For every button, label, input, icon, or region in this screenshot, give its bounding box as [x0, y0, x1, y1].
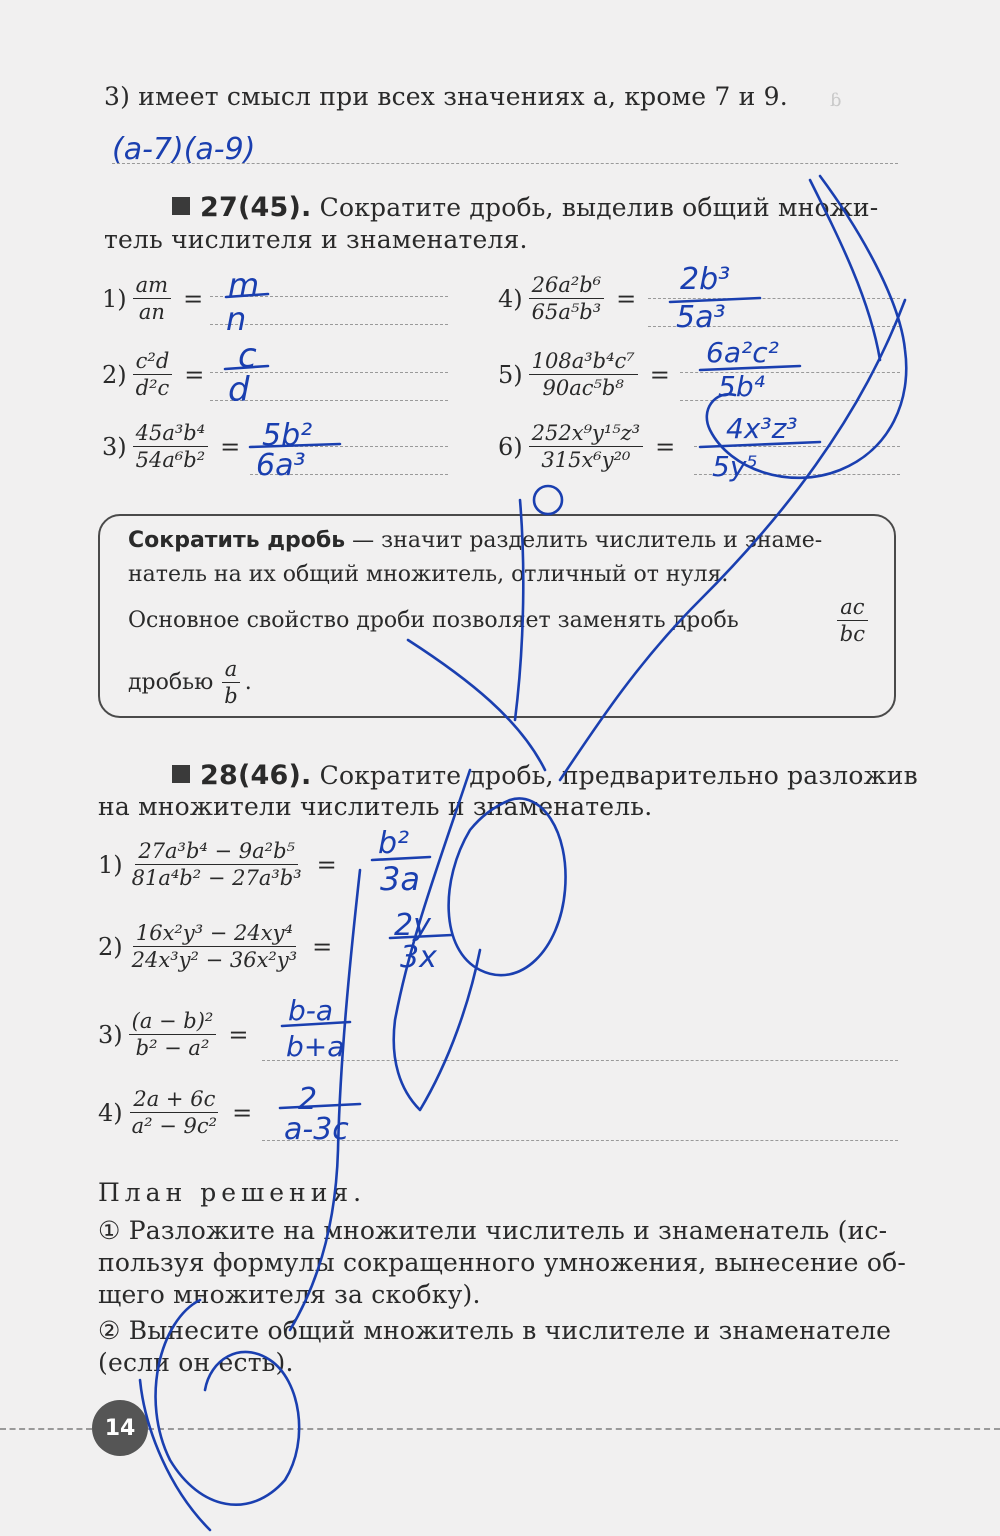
- fraction-ac-bc: [837, 594, 868, 647]
- fraction: [133, 348, 173, 401]
- numerator: ac: [837, 594, 867, 621]
- ex28-text1: Сократите дробь, предварительно разложив: [319, 761, 918, 790]
- ghost-text: ɓ: [830, 90, 842, 111]
- fraction: [529, 420, 644, 473]
- numerator: 26a²b⁶: [529, 272, 605, 299]
- square-marker-icon: [172, 197, 190, 215]
- rule-line4-end: .: [244, 670, 252, 695]
- numerator: (a − b)²: [129, 1008, 217, 1035]
- denominator: 65a⁵b³: [531, 300, 602, 324]
- ex27-item-1: [102, 272, 203, 325]
- plan-step1-line2: пользуя формулы сокращенного умножения, вынесение об-: [98, 1248, 906, 1277]
- ink-small-circle: [534, 486, 562, 514]
- answer-line: [262, 1060, 898, 1061]
- item-label: 4): [98, 1098, 123, 1127]
- hw-answer-28-1-num: b²: [378, 826, 410, 861]
- top-line: 3) имеет смысл при всех значениях a, кроме 7 и 9.: [104, 82, 788, 111]
- answer-line: [694, 446, 900, 447]
- denominator: an: [138, 300, 165, 324]
- fraction: [129, 920, 300, 973]
- item-label: 4): [498, 284, 523, 313]
- equals-sign: =: [649, 360, 670, 389]
- item-label: 1): [98, 850, 123, 879]
- item-label: 6): [498, 432, 523, 461]
- equals-sign: =: [316, 850, 337, 879]
- hw-answer-27-4-den: 5a³: [676, 300, 726, 335]
- hw-answer-28-4-den: a-3c: [284, 1112, 349, 1147]
- answer-line: [648, 298, 900, 299]
- rule-line3-text: Основное свойство дроби позволяет заменять дробь: [128, 608, 739, 633]
- footer-rule: [0, 1428, 92, 1430]
- equals-sign: =: [655, 432, 676, 461]
- denominator: 315x⁶y²⁰: [541, 448, 631, 472]
- rule-line4-text: дробью: [128, 670, 214, 695]
- item-label: 3): [98, 1020, 123, 1049]
- equals-sign: =: [228, 1020, 249, 1049]
- fraction: [133, 420, 209, 473]
- ex28-item-4: [98, 1086, 252, 1139]
- fraction: [529, 348, 638, 401]
- denominator: 54a⁶b²: [135, 448, 206, 472]
- rule-line2: натель на их общий множитель, отличный от нуля.: [128, 562, 729, 587]
- hw-answer-27-4-num: 2b³: [680, 262, 731, 297]
- denominator: d²c: [135, 376, 170, 400]
- plan-step1-line3: щего множителя за скобку).: [98, 1280, 481, 1309]
- hw-answer-27-2-den: d: [228, 370, 250, 410]
- answer-line: [680, 400, 900, 401]
- ex28-number: 28(46).: [200, 760, 312, 791]
- denominator: bc: [839, 622, 865, 646]
- hw-answer-27-5-den: 5b⁴: [718, 370, 765, 403]
- answer-line: [680, 372, 900, 373]
- ink-loop-bottom: [140, 1380, 210, 1530]
- item-label: 5): [498, 360, 523, 389]
- numerator: am: [133, 272, 171, 299]
- ex27-item-6: [498, 420, 675, 473]
- ex27-text1: Сократите дробь, выделив общий множи-: [319, 193, 879, 222]
- numerator: 45a³b⁴: [133, 420, 209, 447]
- denominator: 81a⁴b² − 27a³b³: [131, 866, 302, 890]
- numerator: a: [222, 656, 241, 683]
- denominator: 90ac⁵b⁸: [542, 376, 624, 400]
- ex27-item-5: [498, 348, 670, 401]
- hw-answer-27-3-num: 5b²: [262, 418, 313, 453]
- hw-answer-27-6-den: 5y⁵: [712, 450, 758, 483]
- ink-fraction-bar: [280, 1104, 360, 1108]
- hw-answer-27-5-num: 6a²c²: [706, 336, 779, 369]
- fraction: [133, 272, 171, 325]
- hw-answer-27-1-den: n: [226, 300, 247, 338]
- plan-step2-line2: (если он есть).: [98, 1348, 294, 1377]
- hw-answer-28-2-den: 3x: [400, 940, 437, 975]
- ink-oval: [449, 798, 566, 975]
- plan-step2-line1: ② Вынесите общий множитель в числителе и знаменателе: [98, 1316, 892, 1345]
- rule-line4: [128, 656, 252, 709]
- fraction: [529, 272, 605, 325]
- ex28-item-2: [98, 920, 332, 973]
- hw-answer-27-6-num: 4x³z³: [726, 412, 798, 445]
- equals-sign: =: [184, 360, 205, 389]
- answer-line: [262, 1140, 898, 1141]
- denominator: b² − a²: [135, 1036, 210, 1060]
- fraction: [129, 1086, 220, 1139]
- equals-sign: =: [183, 284, 204, 313]
- numerator: 252x⁹y¹⁵z³: [529, 420, 644, 447]
- item-label: 2): [98, 932, 123, 961]
- item-label: 2): [102, 360, 127, 389]
- hw-answer-27-1-num: m: [228, 266, 260, 304]
- numerator: 16x²y³ − 24xy⁴: [133, 920, 296, 947]
- plan-step1-line1: ① Разложите на множители числитель и знаменатель (ис-: [98, 1216, 888, 1245]
- ex28-heading: [172, 760, 918, 791]
- equals-sign: =: [616, 284, 637, 313]
- denominator: a² − 9c²: [131, 1114, 218, 1138]
- hw-answer-28-4-num: 2: [298, 1082, 318, 1117]
- ex27-text2: тель числителя и знаменателя.: [104, 225, 528, 254]
- numerator: 27a³b⁴ − 9a²b⁵: [135, 838, 298, 865]
- ex27-heading: [172, 192, 878, 223]
- item-label: 3): [102, 432, 127, 461]
- page-number: 14: [92, 1400, 148, 1456]
- rule-term: Сократить дробь: [128, 528, 346, 553]
- item-label: 1): [102, 284, 127, 313]
- hw-answer-28-2-num: 2y: [394, 908, 431, 943]
- equals-sign: =: [232, 1098, 253, 1127]
- rule-line1-rest: — значит разделить числитель и знаме-: [345, 528, 823, 553]
- rule-line3: [128, 594, 868, 647]
- plan-title: План решения.: [98, 1178, 367, 1207]
- hw-answer-27-3-den: 6a³: [256, 448, 306, 483]
- rule-line1: [128, 528, 822, 553]
- ex28-text2: на множители числитель и знаменатель.: [98, 792, 653, 821]
- ex27-number: 27(45).: [200, 192, 312, 223]
- footer-rule: [148, 1428, 1000, 1430]
- ex28-item-3: [98, 1008, 248, 1061]
- hw-answer-27-2-num: c: [238, 336, 257, 376]
- ex27-item-3: [102, 420, 240, 473]
- hw-answer-28-1-den: 3a: [380, 860, 420, 898]
- numerator: c²d: [133, 348, 173, 375]
- hw-top-answer: (a-7)(a-9): [112, 132, 256, 167]
- hw-answer-28-3-den: b+a: [286, 1030, 345, 1063]
- denominator: b: [224, 684, 238, 708]
- ex28-item-1: [98, 838, 337, 891]
- ex27-item-4: [498, 272, 636, 325]
- fraction: [129, 1008, 217, 1061]
- fraction: [129, 838, 305, 891]
- numerator: 2a + 6c: [130, 1086, 218, 1113]
- numerator: 108a³b⁴c⁷: [529, 348, 638, 375]
- square-marker-icon: [172, 765, 190, 783]
- top-answer-line: [112, 163, 898, 164]
- denominator: 24x³y² − 36x²y³: [131, 948, 298, 972]
- equals-sign: =: [220, 432, 241, 461]
- fraction-a-b: [221, 656, 240, 709]
- equals-sign: =: [312, 932, 333, 961]
- hw-answer-28-3-num: b-a: [288, 994, 334, 1027]
- ex27-item-2: [102, 348, 204, 401]
